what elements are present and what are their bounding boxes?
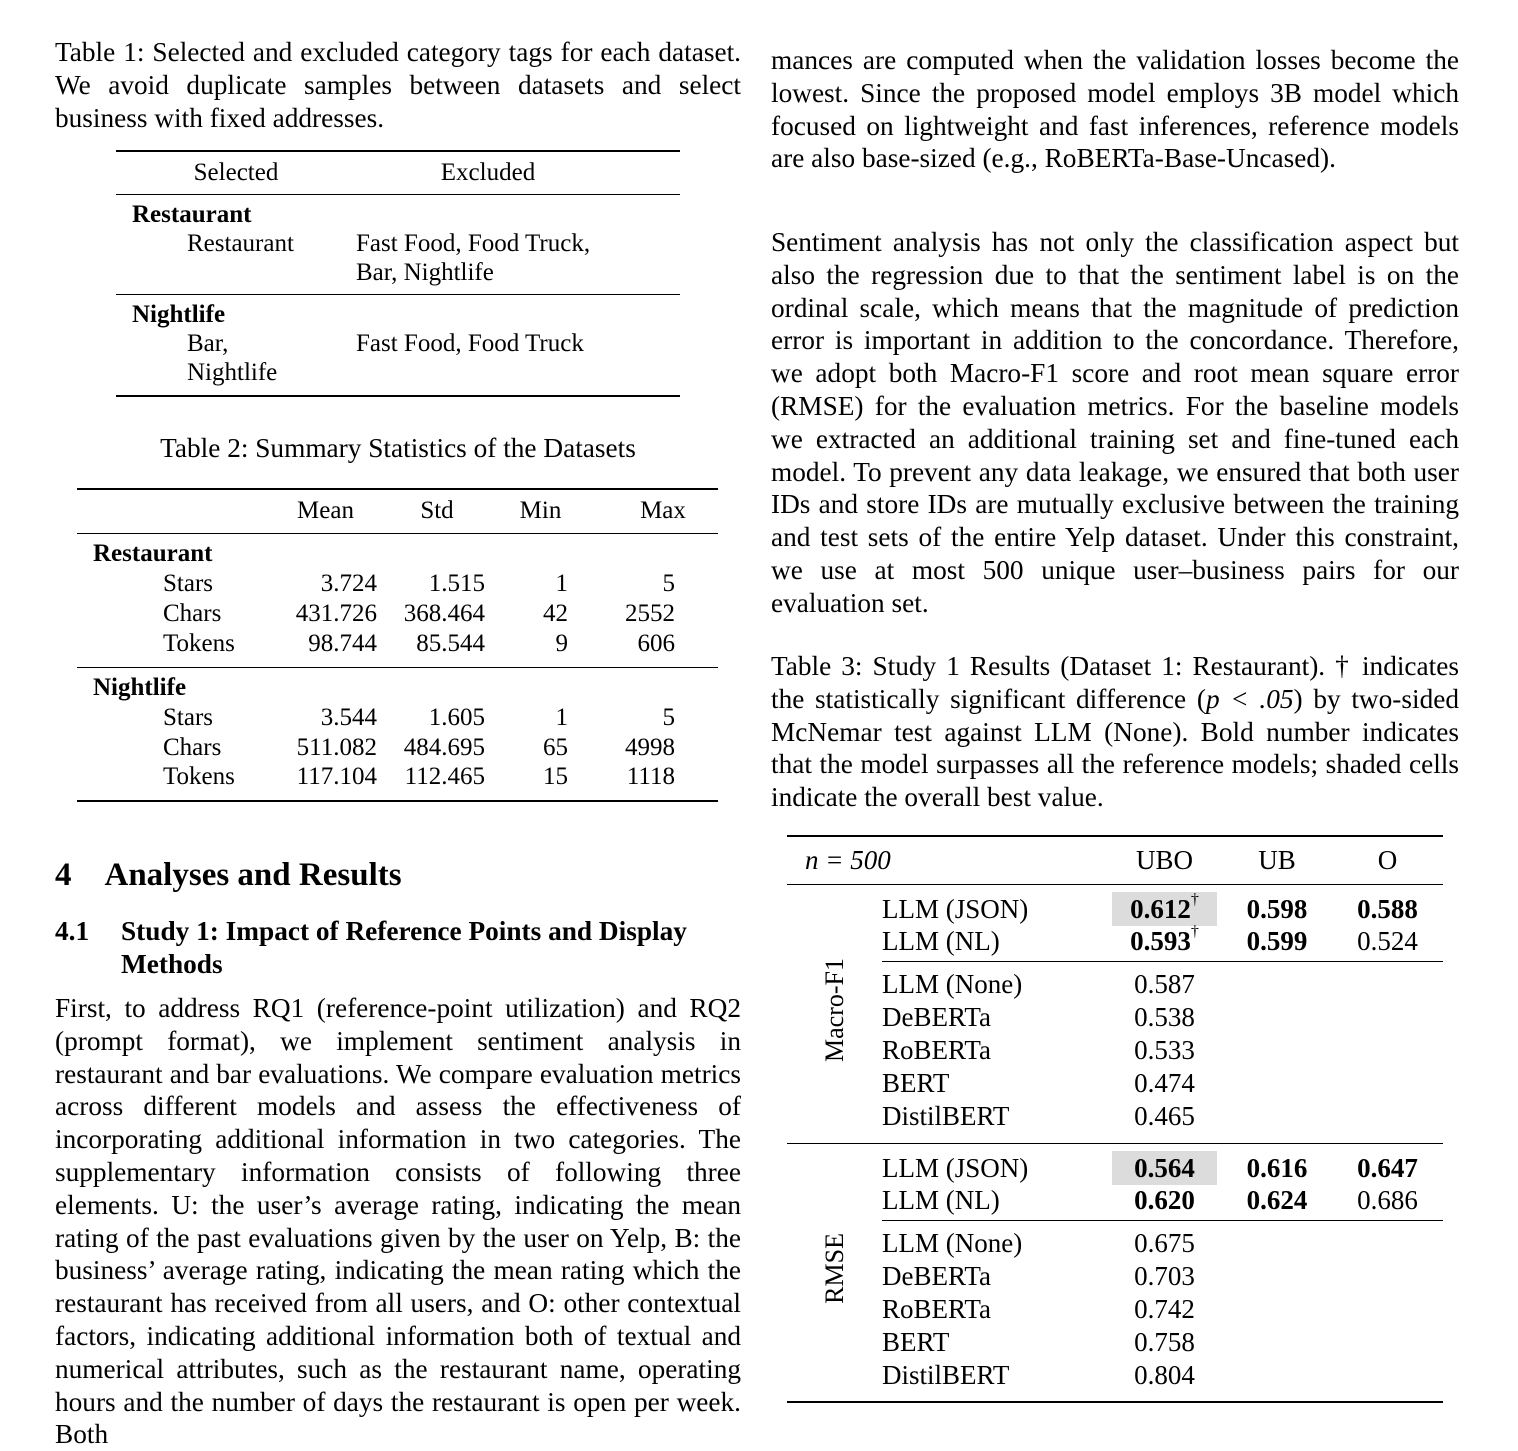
table2-cell: 65 [543, 734, 568, 761]
table3-row-label: BERT [882, 1327, 950, 1357]
table3-row-label: BERT [882, 1068, 950, 1098]
table-row [787, 1185, 1443, 1220]
section-title: Analyses and Results [104, 857, 402, 893]
table1 [116, 150, 680, 397]
table2-cell: 1.605 [428, 704, 485, 731]
table3-cell-shaded [1112, 892, 1217, 926]
table3-cell: 0.647 [1357, 1152, 1418, 1183]
table-row [77, 763, 718, 801]
table3-row-label: DeBERTa [882, 1261, 991, 1291]
table1-cell: Nightlife [187, 359, 278, 386]
section-number: 4 [55, 857, 72, 893]
subsection-title-line2: Methods [121, 949, 223, 979]
table2-cell: 112.465 [404, 763, 485, 790]
table2-row-label: Stars [163, 570, 213, 597]
table3-cell: 0.675 [1134, 1227, 1195, 1258]
table2-cell: 3.544 [320, 704, 377, 731]
table2-row-label: Chars [163, 600, 222, 627]
table3-caption-math: p < .05 [1205, 683, 1294, 714]
section-heading [55, 855, 402, 895]
table3-cell: 0.804 [1134, 1360, 1195, 1390]
table3-cell: 0.742 [1134, 1294, 1195, 1324]
table3-value: 0.593 [1130, 926, 1191, 956]
subsection-heading [55, 915, 745, 981]
table1-caption: Table 1: Selected and excluded category tags for each dataset. We avoid duplicate samples between datasets and select business with fixed addresses. [55, 37, 741, 133]
table1-group-nightlife: Nightlife [132, 301, 226, 328]
table2-header-mean: Mean [297, 497, 354, 525]
body-paragraph: mances are computed when the validation losses become the lowest. Since the proposed model employs 3B model which focused on lightweight and fast inferences, reference models are also base-sized (e.g., RoBERTa-Base-Uncased). [771, 45, 1459, 174]
table-row [787, 1293, 1443, 1326]
subsection-number: 4.1 [55, 916, 90, 946]
table-row [787, 1001, 1443, 1034]
table-row [77, 733, 718, 763]
table3-caption-part: Table 3: Study 1 Results (Dataset 1: Restaurant). † indicates the statistically significant difference ( [771, 651, 1459, 714]
table2-cell: 1118 [626, 763, 675, 790]
table2-header-std: Std [420, 497, 454, 525]
table3-n-label: n = 500 [805, 844, 891, 875]
table3-cell: 0.599 [1246, 926, 1308, 956]
table3-cell: 0.533 [1134, 1035, 1195, 1065]
table2-cell: 2552 [625, 600, 675, 627]
table-row [787, 926, 1443, 961]
table3 [787, 835, 1443, 1403]
table3-row-label: LLM (NL) [882, 1185, 1000, 1215]
table2-cell: 98.744 [308, 630, 377, 657]
table3-row-label: LLM (NL) [882, 926, 1000, 956]
table2-cell: 42 [543, 600, 568, 627]
table3-header-ub: UB [1258, 844, 1296, 875]
table2-cell: 484.695 [403, 734, 485, 761]
table1-cell: Bar, [187, 330, 229, 357]
table-row [77, 599, 718, 629]
table3-metric-macro-f1: Macro-F1 [819, 958, 849, 1062]
table3-row-label: LLM (JSON) [882, 893, 1029, 924]
table3-cell: 0.465 [1134, 1101, 1195, 1131]
table3-cell: 0.758 [1134, 1327, 1195, 1357]
table3-cell: 0.616 [1246, 1152, 1308, 1183]
table-row [787, 961, 1443, 1001]
table3-row-label: DistilBERT [882, 1101, 1010, 1131]
table3-cell: 0.474 [1134, 1068, 1195, 1098]
table-row [77, 569, 718, 599]
table1-header-selected: Selected [193, 158, 279, 186]
table-row [787, 1359, 1443, 1392]
table3-row-label: RoBERTa [882, 1294, 991, 1324]
table3-cell: 0.524 [1357, 926, 1418, 956]
table-row [787, 1100, 1443, 1133]
table2-row-label: Stars [163, 704, 213, 731]
dagger-mark: † [1190, 923, 1199, 940]
table-row [787, 1260, 1443, 1293]
table2-cell: 511.082 [296, 734, 377, 761]
table3-cell: 0.588 [1357, 893, 1418, 924]
table3-header-ubo: UBO [1135, 844, 1193, 875]
table3-caption [771, 650, 1459, 814]
table3-row-label: DistilBERT [882, 1360, 1010, 1390]
table2-cell: 368.464 [403, 600, 485, 627]
table2-cell: 3.724 [320, 570, 377, 597]
table2-cell: 117.104 [296, 763, 377, 790]
table2-cell: 15 [543, 763, 568, 790]
table1-header-excluded: Excluded [440, 158, 536, 186]
table2-cell: 5 [662, 704, 675, 731]
table-row [787, 1326, 1443, 1359]
subsection-title-line1: Study 1: Impact of Reference Points and Display [121, 916, 687, 946]
table2-row-label: Tokens [163, 763, 235, 790]
body-paragraph: Sentiment analysis has not only the classification aspect but also the regression due to that the sentiment label is on the ordinal scale, which means that the magnitude of prediction error is important in addition to the concordance. Therefore, we adopt both Macro-F1 score and root mean square error (RMSE) for the evaluation metrics. For the baseline models we extracted an additional training set and fine-tuned each model. To prevent any data leakage, we ensured that both user IDs and store IDs are mutually exclusive between the training and test sets of the entire Yelp dataset. Under this constraint, we use at most 500 unique user–business pairs for our evaluation set. [771, 227, 1459, 618]
table-row [77, 629, 718, 659]
table1-cell: Fast Food, Food Truck [356, 330, 584, 357]
table2-group-restaurant: Restaurant [93, 540, 213, 568]
table-row [787, 1067, 1443, 1100]
table3-cell: 0.624 [1246, 1185, 1308, 1215]
table3-header-o: O [1377, 844, 1398, 875]
table1-group-restaurant: Restaurant [132, 200, 252, 228]
table-row [77, 703, 718, 733]
table3-cell: 0.538 [1134, 1002, 1195, 1032]
table2-cell: 1 [555, 704, 568, 731]
table2-cell: 431.726 [295, 600, 377, 627]
table3-cell: 0.598 [1246, 893, 1308, 924]
table3-row-label: DeBERTa [882, 1002, 991, 1032]
table2-cell: 1.515 [428, 570, 485, 597]
table1-cell: Bar, Nightlife [356, 258, 494, 286]
table1-cell: Restaurant [187, 229, 294, 257]
table2-row-label: Tokens [163, 630, 235, 657]
table2-header-max: Max [640, 497, 686, 525]
table-row [787, 884, 1443, 926]
table2-header-min: Min [519, 497, 562, 525]
table2-caption: Table 2: Summary Statistics of the Datasets [160, 433, 636, 463]
table-row [787, 1143, 1443, 1185]
table3-row-label: LLM (JSON) [882, 1152, 1029, 1183]
table3-cell-shaded: 0.564 [1112, 1151, 1217, 1185]
table3-cell: 0.703 [1134, 1261, 1195, 1291]
table2-cell: 85.544 [416, 630, 485, 657]
body-paragraph: First, to address RQ1 (reference-point utilization) and RQ2 (prompt format), we implement sentiment analysis in restaurant and bar evaluations. We compare evaluation metrics across different models and assess the effectiveness of incorporating additional information in two categories. The supplementary information consists of following three elements. U: the user’s average rating, indicating the mean rating of the past evaluations given by the user on Yelp, B: the business’ average rating, indicating the mean rating which the restaurant has received from all users, and O: other contextual factors, indicating additional information both of textual and numerical attributes, such as the restaurant name, operating hours and the number of days the restaurant is open per week. Both [55, 993, 741, 1450]
table2-group-nightlife: Nightlife [93, 674, 187, 702]
table2-cell: 4998 [625, 734, 675, 761]
dagger-mark: † [1190, 890, 1199, 908]
table3-cell: 0.620 [1134, 1185, 1195, 1215]
table3-row-label: LLM (None) [882, 1227, 1023, 1258]
table2-cell: 9 [555, 630, 568, 657]
table-row [787, 1034, 1443, 1067]
table2-cell: 1 [555, 570, 568, 597]
table2-row-label: Chars [163, 734, 222, 761]
table2 [77, 488, 718, 802]
table3-cell: 0.587 [1134, 968, 1195, 999]
table2-cell: 606 [637, 630, 675, 657]
table-row [787, 1220, 1443, 1260]
table3-value: 0.612 [1130, 893, 1191, 924]
table3-metric-rmse: RMSE [819, 1233, 849, 1305]
table3-cell: 0.686 [1357, 1185, 1418, 1215]
table2-cell: 5 [662, 570, 675, 597]
table3-row-label: RoBERTa [882, 1035, 991, 1065]
table3-row-label: LLM (None) [882, 968, 1023, 999]
table3-caption-part: ) by two-sided McNemar test against LLM (None). Bold number indicates that the model surpasses all the reference models; shaded cells indicate the overall best value. [771, 683, 1459, 813]
table1-cell: Fast Food, Food Truck, [356, 229, 591, 257]
